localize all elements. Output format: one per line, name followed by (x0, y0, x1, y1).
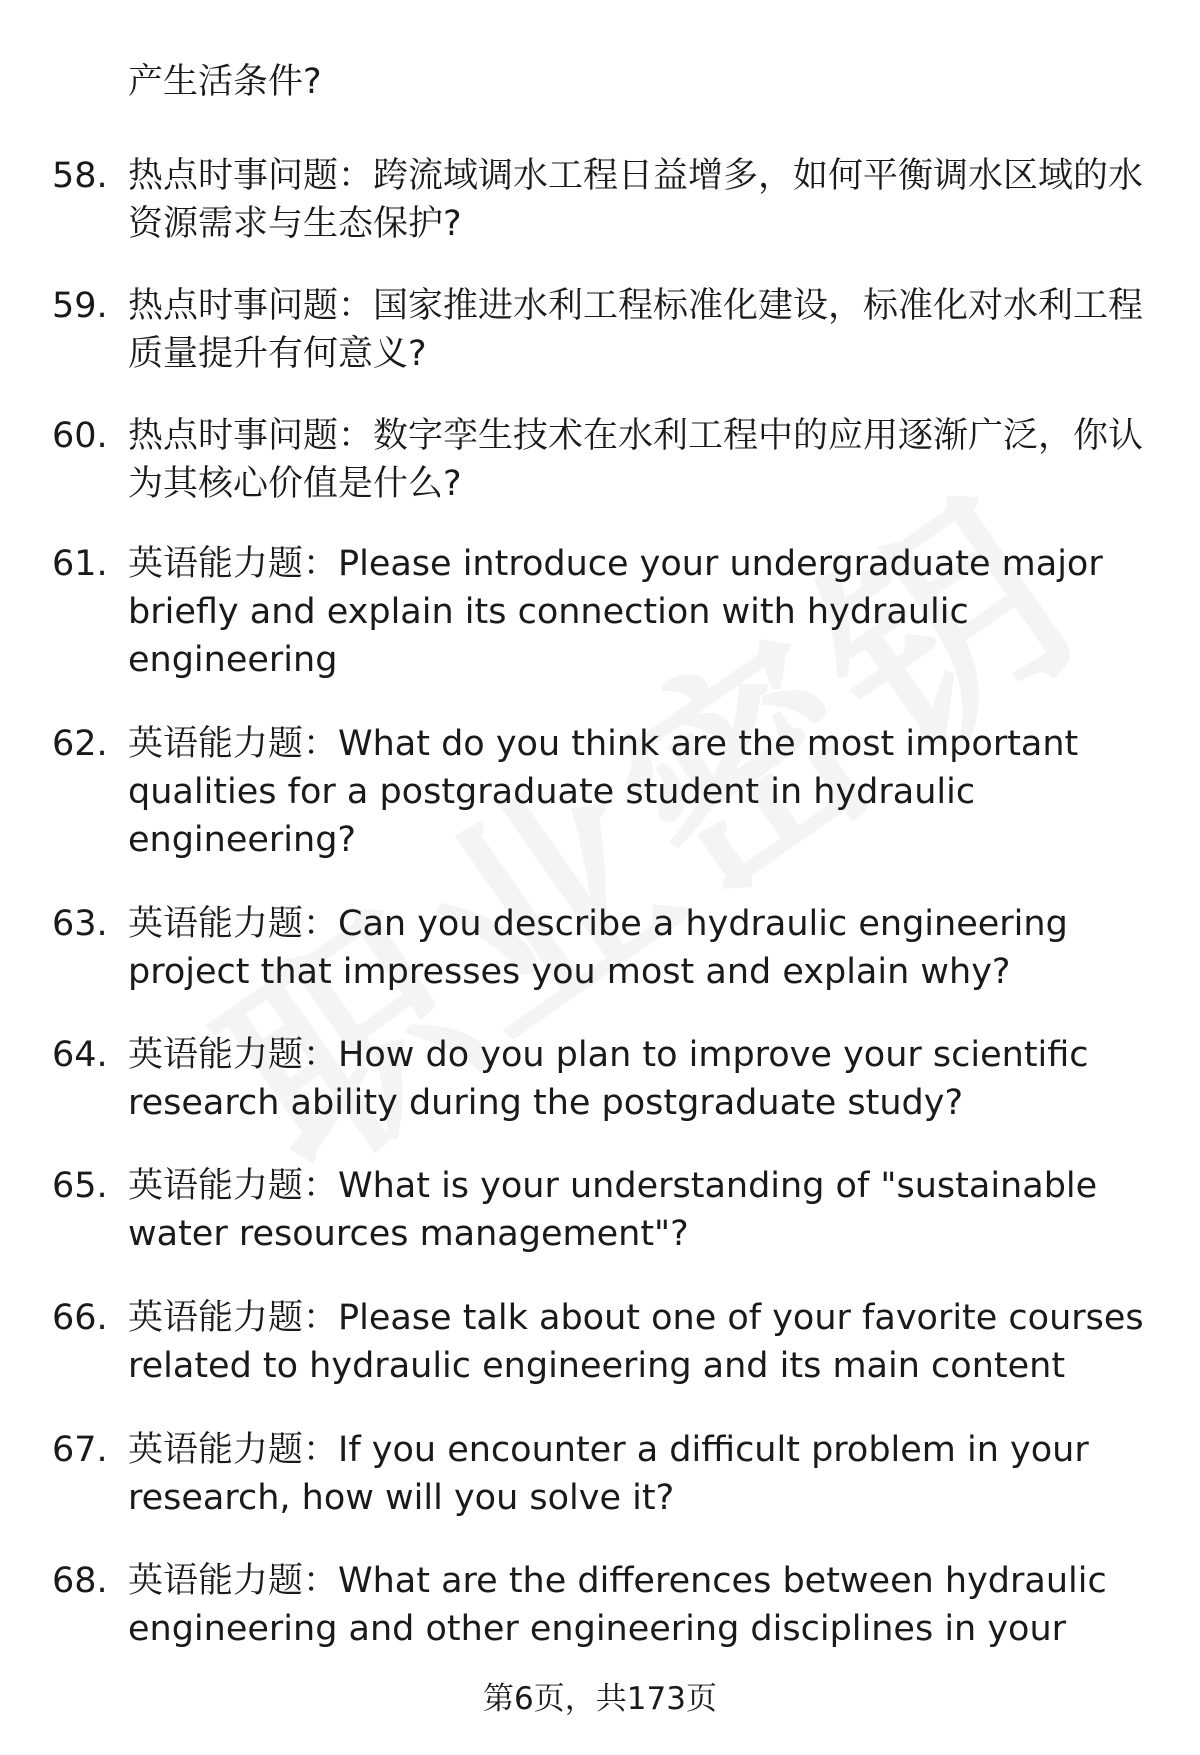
question-item (52, 540, 1162, 684)
question-text: 英语能力题：Please introduce your undergraduate major briefly and explain its connection with hydraulic engineering (128, 544, 1103, 680)
question-item (52, 900, 1162, 996)
question-number: 64. (52, 1035, 108, 1075)
question-text: 热点时事问题：数字孪生技术在水利工程中的应用逐渐广泛，你认为其核心价值是什么? (128, 416, 1144, 504)
question-item (52, 1426, 1162, 1522)
question-number: 68. (52, 1561, 108, 1601)
question-item (52, 412, 1162, 508)
question-item (52, 1557, 1162, 1653)
question-item (52, 1031, 1162, 1127)
question-text: 英语能力题：Can you describe a hydraulic engineering project that impresses you most and explain why? (128, 904, 1068, 992)
question-item (52, 152, 1162, 248)
question-number: 63. (52, 904, 108, 944)
question-text: 英语能力题：Please talk about one of your favorite courses related to hydraulic engineering and its main content (128, 1298, 1144, 1386)
continued-text: 产生活条件? (128, 62, 322, 102)
page-footer: 第6页，共173页 (483, 1681, 717, 1717)
question-text: 英语能力题：What do you think are the most important qualities for a postgraduate student in hydraulic engineering? (128, 724, 1079, 860)
question-item (52, 1162, 1162, 1258)
question-number: 61. (52, 544, 108, 584)
question-item (52, 1294, 1162, 1390)
question-text: 英语能力题：If you encounter a difficult problem in your research, how will you solve it? (128, 1430, 1089, 1518)
question-text: 热点时事问题：国家推进水利工程标准化建设，标准化对水利工程质量提升有何意义? (128, 286, 1144, 374)
question-item (52, 720, 1162, 864)
question-text: 热点时事问题：跨流域调水工程日益增多，如何平衡调水区域的水资源需求与生态保护? (128, 156, 1144, 244)
question-number: 67. (52, 1430, 108, 1470)
question-number: 59. (52, 286, 108, 326)
question-number: 66. (52, 1298, 108, 1338)
question-number: 62. (52, 724, 108, 764)
question-text: 英语能力题：What is your understanding of "sustainable water resources management"? (128, 1166, 1098, 1254)
question-number: 65. (52, 1166, 108, 1206)
question-number: 58. (52, 156, 108, 196)
question-text: 英语能力题：How do you plan to improve your scientific research ability during the postgraduate study? (128, 1035, 1089, 1123)
question-number: 60. (52, 416, 108, 456)
question-item (52, 282, 1162, 378)
question-text: 英语能力题：What are the differences between hydraulic engineering and other engineering disciplines in your (128, 1561, 1107, 1649)
